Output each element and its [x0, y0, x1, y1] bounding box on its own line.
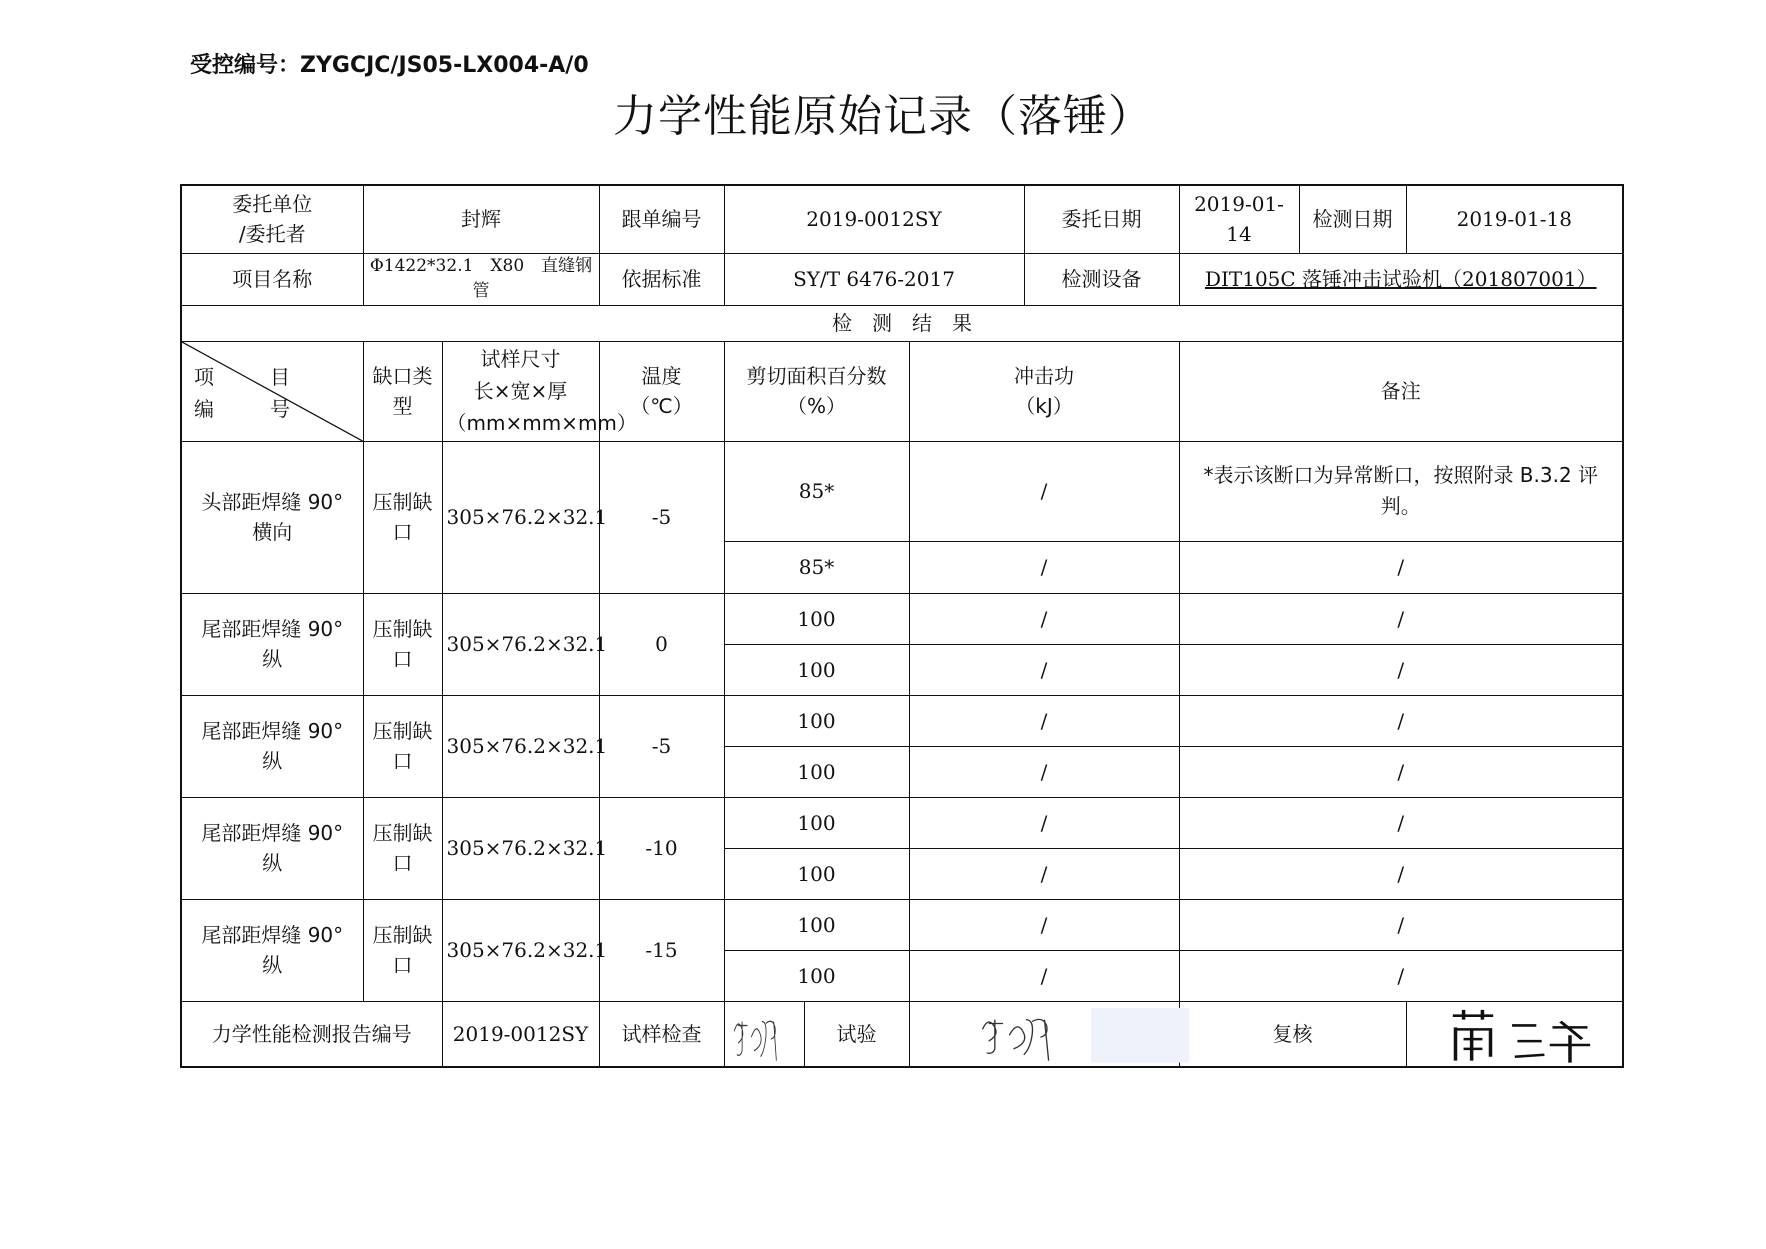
size-cell: 305×76.2×32.1	[442, 797, 599, 899]
equipment-label: 检测设备	[1024, 253, 1179, 305]
col-energy: 冲击功 （kJ）	[909, 341, 1179, 441]
diag-item-label: 项 目	[194, 364, 308, 389]
remark-cell: /	[1179, 593, 1623, 644]
energy-cell: /	[909, 797, 1179, 848]
remark-cell: /	[1179, 899, 1623, 950]
control-number: 受控编号：ZYGCJC/JS05-LX004-A/0	[190, 53, 589, 78]
size-cell: 305×76.2×32.1	[442, 441, 599, 593]
notch-cell: 压制缺口	[363, 797, 442, 899]
col-size: 试样尺寸 长×宽×厚 （mm×mm×mm）	[442, 341, 599, 441]
item-cell: 尾部距焊缝 90° 纵	[181, 797, 363, 899]
energy-cell: /	[909, 695, 1179, 746]
report-no-label: 力学性能检测报告编号	[181, 1001, 442, 1067]
test-date-value: 2019-01-18	[1406, 185, 1623, 253]
shear-cell: 85*	[724, 441, 909, 541]
diagonal-header	[181, 341, 363, 441]
shear-cell: 100	[724, 950, 909, 1001]
shear-cell: 100	[724, 746, 909, 797]
energy-cell: /	[909, 848, 1179, 899]
energy-cell: /	[909, 541, 1179, 593]
shear-cell: 100	[724, 593, 909, 644]
energy-cell: /	[909, 441, 1179, 541]
test-label: 试验	[804, 1001, 909, 1067]
temp-cell: -15	[599, 899, 724, 1001]
notch-cell: 压制缺口	[363, 593, 442, 695]
client-value: 封辉	[363, 185, 599, 253]
temp-cell: 0	[599, 593, 724, 695]
col-notch: 缺口类型	[363, 341, 442, 441]
shear-cell: 100	[724, 797, 909, 848]
remark-cell: *表示该断口为异常断口，按照附录 B.3.2 评判。	[1179, 441, 1623, 541]
remark-cell: /	[1179, 746, 1623, 797]
temp-cell: -10	[599, 797, 724, 899]
record-table	[180, 184, 1624, 1068]
signature-image	[910, 1002, 1179, 1067]
item-cell: 尾部距焊缝 90° 纵	[181, 899, 363, 1001]
size-cell: 305×76.2×32.1	[442, 899, 599, 1001]
remark-cell: /	[1179, 950, 1623, 1001]
item-cell: 尾部距焊缝 90° 纵	[181, 695, 363, 797]
review-label: 复核	[1179, 1001, 1406, 1067]
size-cell: 305×76.2×32.1	[442, 695, 599, 797]
remark-cell: /	[1179, 644, 1623, 695]
shear-cell: 100	[724, 644, 909, 695]
notch-cell: 压制缺口	[363, 441, 442, 593]
shear-cell: 100	[724, 899, 909, 950]
equipment-value: DIT105C 落锤冲击试验机（201807001）	[1179, 253, 1623, 305]
track-no-label: 跟单编号	[599, 185, 724, 253]
col-temp: 温度 （℃）	[599, 341, 724, 441]
shear-cell: 100	[724, 695, 909, 746]
col-remark: 备注	[1179, 341, 1623, 441]
temp-cell: -5	[599, 695, 724, 797]
client-label-text: 委托单位 /委托者	[232, 192, 313, 247]
test-signature	[909, 1001, 1179, 1067]
commission-date-label: 委托日期	[1024, 185, 1179, 253]
item-cell: 尾部距焊缝 90° 纵	[181, 593, 363, 695]
sample-check-label: 试样检查	[599, 1001, 724, 1067]
remark-cell: /	[1179, 695, 1623, 746]
energy-cell: /	[909, 644, 1179, 695]
sample-check-signature	[724, 1001, 804, 1067]
track-no-value: 2019-0012SY	[724, 185, 1024, 253]
project-value: Φ1422*32.1 X80 直缝钢管	[363, 253, 599, 305]
energy-cell: /	[909, 746, 1179, 797]
report-no-value: 2019-0012SY	[442, 1001, 599, 1067]
notch-cell: 压制缺口	[363, 899, 442, 1001]
test-date-label: 检测日期	[1299, 185, 1406, 253]
remark-cell: /	[1179, 541, 1623, 593]
remark-cell: /	[1179, 848, 1623, 899]
results-title: 检 测 结 果	[181, 305, 1623, 341]
remark-cell: /	[1179, 797, 1623, 848]
commission-date-value: 2019-01-14	[1179, 185, 1299, 253]
size-cell: 305×76.2×32.1	[442, 593, 599, 695]
energy-cell: /	[909, 593, 1179, 644]
item-cell: 头部距焊缝 90° 横向	[181, 441, 363, 593]
energy-cell: /	[909, 950, 1179, 1001]
notch-cell: 压制缺口	[363, 695, 442, 797]
signature-image	[725, 1002, 804, 1067]
standard-label: 依据标准	[599, 253, 724, 305]
col-shear: 剪切面积百分数 （%）	[724, 341, 909, 441]
diag-number-label: 编 号	[194, 396, 308, 421]
page-title: 力学性能原始记录（落锤）	[613, 91, 1153, 142]
shear-cell: 85*	[724, 541, 909, 593]
project-label: 项目名称	[181, 253, 363, 305]
energy-cell: /	[909, 899, 1179, 950]
client-label	[181, 185, 363, 253]
signature-image	[1407, 1002, 1623, 1067]
shear-cell: 100	[724, 848, 909, 899]
temp-cell: -5	[599, 441, 724, 593]
standard-value: SY/T 6476-2017	[724, 253, 1024, 305]
review-signature	[1406, 1001, 1623, 1067]
